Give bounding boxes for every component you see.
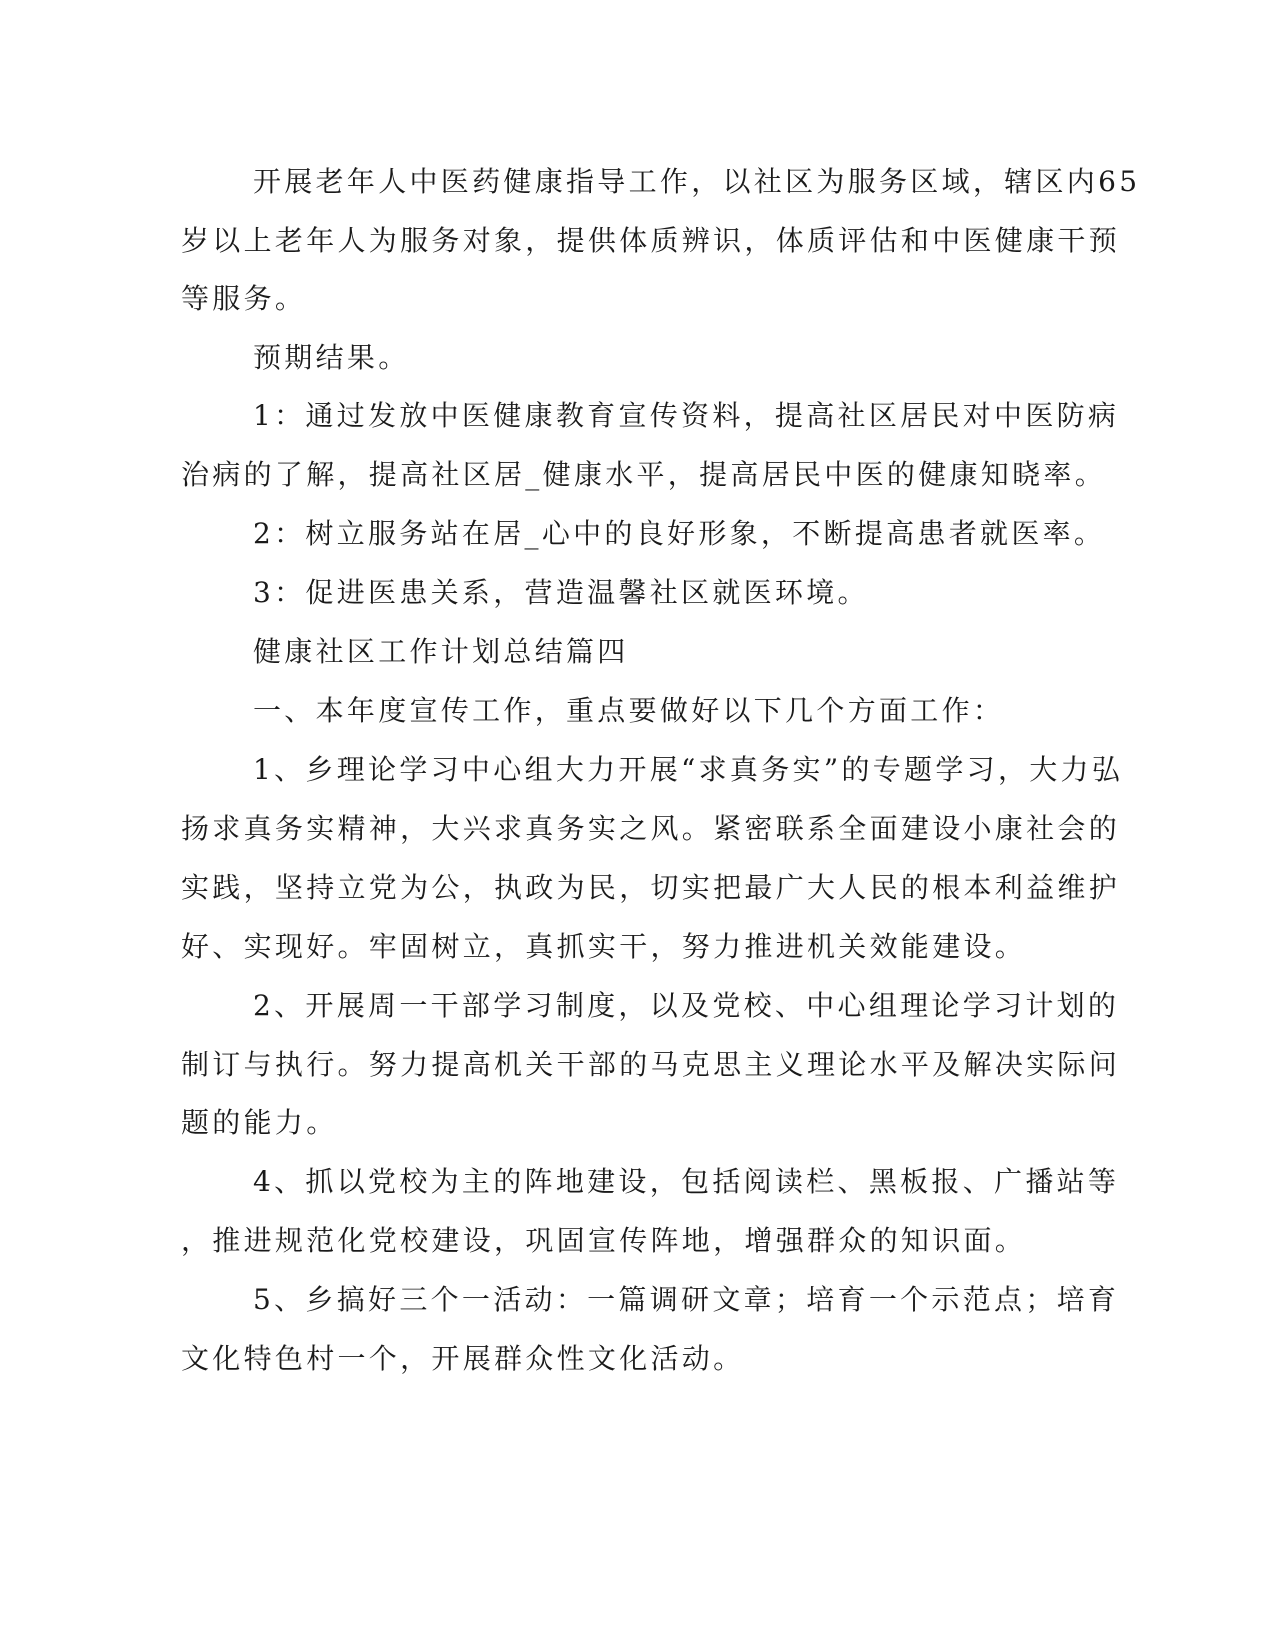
paragraph-line: 预期结果。 xyxy=(253,341,410,374)
section-heading: 健康社区工作计划总结篇四 xyxy=(253,635,629,668)
paragraph-line: 开展老年人中医药健康指导工作，以社区为服务区域，辖区内65 xyxy=(253,165,1141,198)
paragraph-line: 治病的了解，提高社区居_健康水平，提高居民中医的健康知晓率。 xyxy=(181,458,1107,491)
paragraph-line: 2、开展周一干部学习制度，以及党校、中心组理论学习计划的 xyxy=(253,989,1120,1022)
paragraph-line: 制订与执行。努力提高机关干部的马克思主义理论水平及解决实际问 xyxy=(181,1048,1121,1081)
paragraph-line: 岁以上老年人为服务对象，提供体质辨识，体质评估和中医健康干预 xyxy=(181,224,1121,257)
paragraph-line: 1：通过发放中医健康教育宣传资料，提高社区居民对中医防病 xyxy=(253,399,1120,432)
paragraph-line: 等服务。 xyxy=(181,282,307,315)
paragraph-line: 题的能力。 xyxy=(181,1106,338,1139)
paragraph-line: 3：促进医患关系，营造温馨社区就医环境。 xyxy=(253,576,869,609)
paragraph-line: 一、本年度宣传工作，重点要做好以下几个方面工作： xyxy=(253,694,1005,727)
paragraph-line: 好、实现好。牢固树立，真抓实干，努力推进机关效能建设。 xyxy=(181,930,1027,963)
paragraph-line: 实践，坚持立党为公，执政为民，切实把最广大人民的根本利益维护 xyxy=(181,871,1121,904)
paragraph-line: 扬求真务实精神，大兴求真务实之风。紧密联系全面建设小康社会的 xyxy=(181,812,1121,845)
paragraph-line: 2：树立服务站在居_心中的良好形象，不断提高患者就医率。 xyxy=(253,517,1106,550)
paragraph-line: ，推进规范化党校建设，巩固宣传阵地，增强群众的知识面。 xyxy=(181,1224,1027,1257)
paragraph-line: 5、乡搞好三个一活动：一篇调研文章；培育一个示范点；培育 xyxy=(253,1283,1120,1316)
paragraph-line: 1、乡理论学习中心组大力开展“求真务实”的专题学习，大力弘 xyxy=(253,753,1124,786)
paragraph-line: 文化特色村一个，开展群众性文化活动。 xyxy=(181,1342,745,1375)
paragraph-line: 4、抓以党校为主的阵地建设，包括阅读栏、黑板报、广播站等 xyxy=(253,1165,1120,1198)
